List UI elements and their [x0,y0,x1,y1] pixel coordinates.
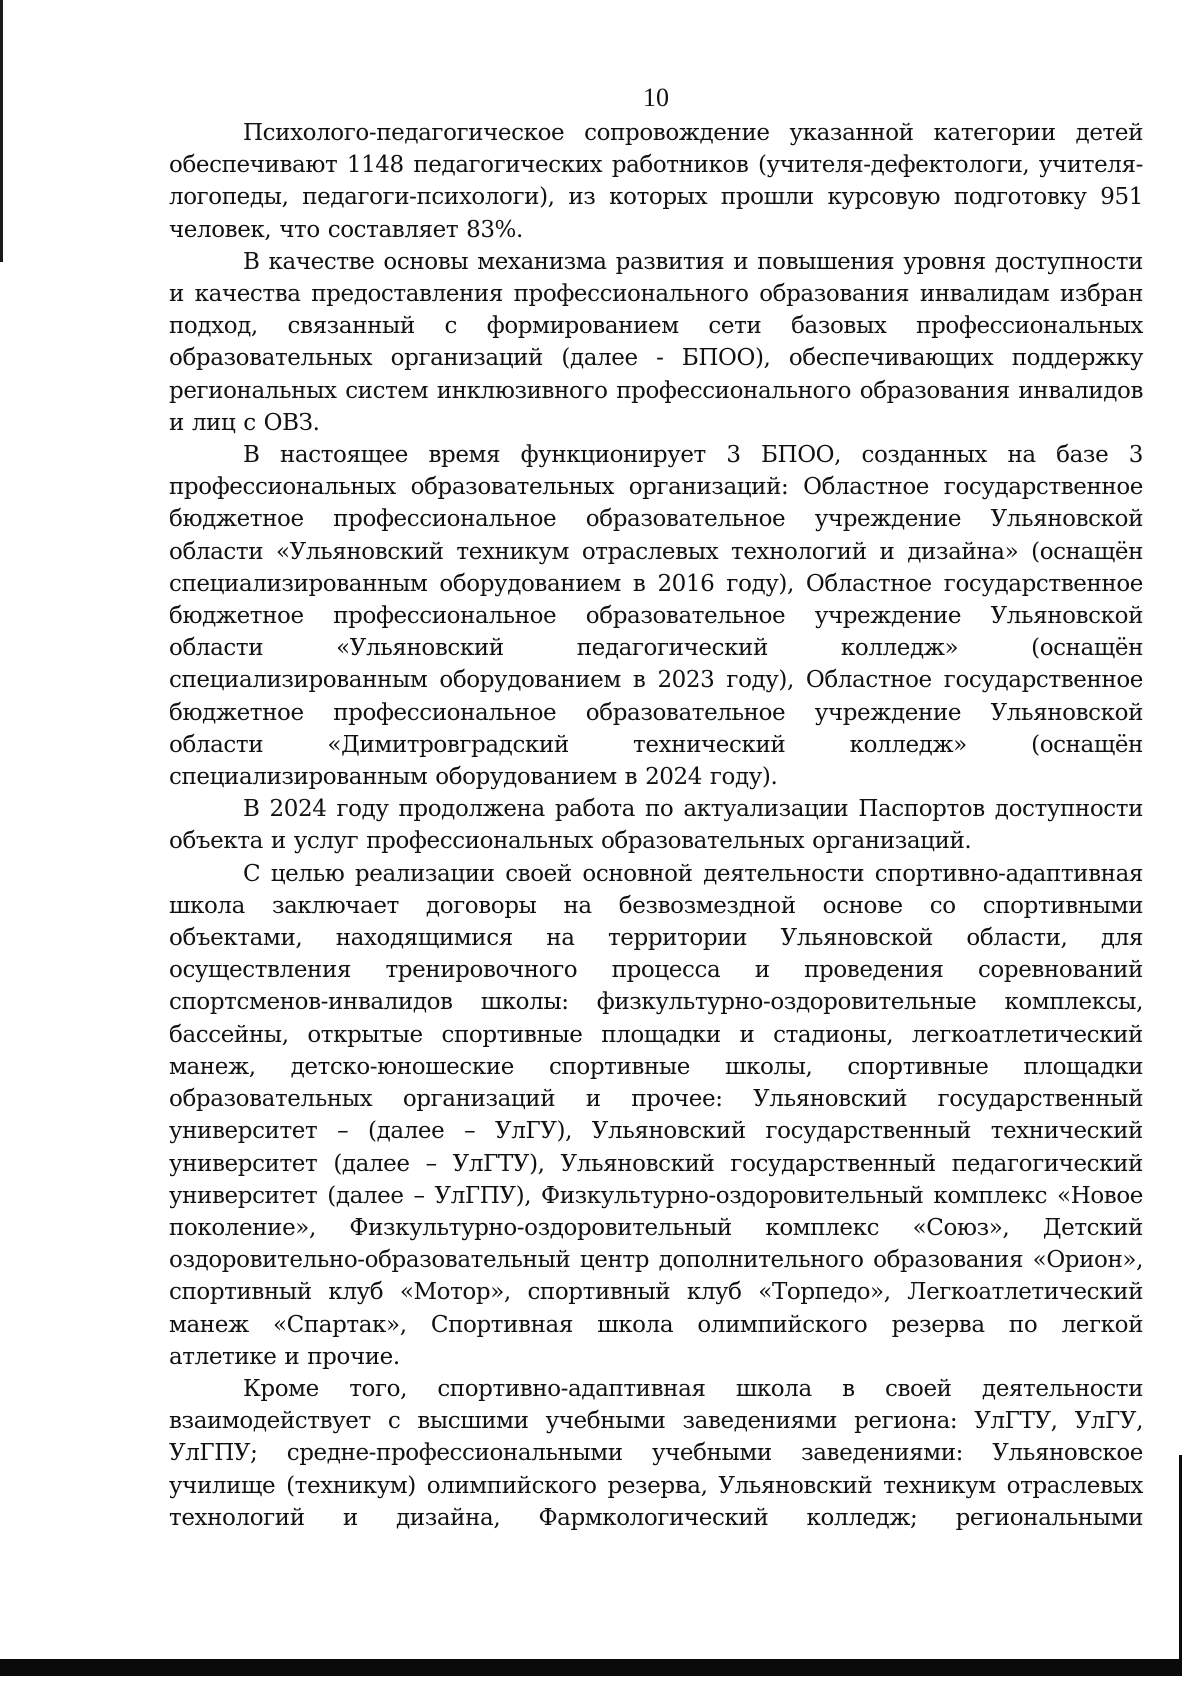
paragraph-bpoo-list: В настоящее время функционирует 3 БПОО, созданных на базе 3 профессиональных образовательных организаций: Областное государственное бюджетное профессиональное образовательное учреждение Ульяновской области «Ульяновский техникум отраслевых технологий и дизайна» (оснащён специализированным оборудованием в 2016 году), Областное государственное бюджетное профессиональное образовательное учреждение Ульяновской области «Ульяновский педагогический колледж» (оснащён специализированным оборудованием в 2023 году), Областное государственное бюджетное профессиональное образовательное учреждение Ульяновской области «Димитровградский технический колледж» (оснащён специализированным оборудованием в 2024 году). [169,442,1143,791]
right-border-line [1179,1455,1182,1676]
paragraph-bpoo-approach: В качестве основы механизма развития и повышения уровня доступности и качества предоставления профессионального образования инвалидам избран подход, связанный с формированием сети базовых профессиональных образовательных организаций (далее - БПОО), обеспечивающих поддержку региональных систем инклюзивного профессионального образования инвалидов и лиц с ОВЗ. [169,248,1143,436]
paragraph-education-cooperation: Кроме того, спортивно-адаптивная школа в своей деятельности взаимодействует с высшими учебными заведениями региона: УлГТУ, УлГУ, УлГПУ; средне-профессиональными учебными заведениями: Ульяновское училище (техникум) олимпийского резерва, Ульяновский техникум отраслевых технологий и дизайна, Фармкологический колледж; региональными [169,1375,1143,1531]
page-number: 10 [643,83,669,112]
paragraph-accessibility-passports: В 2024 году продолжена работа по актуализации Паспортов доступности объекта и услуг профессиональных образовательных организаций. [169,796,1143,855]
document-body [169,117,1143,1534]
left-margin-scan-line [0,0,3,262]
paragraph-sports-facilities: С целью реализации своей основной деятельности спортивно-адаптивная школа заключает договоры на безвозмездной основе со спортивными объектами, находящимися на территории Ульяновской области, для осуществления тренировочного процесса и проведения соревнований спортсменов-инвалидов школы: физкультурно-оздоровительные комплексы, бассейны, открытые спортивные площадки и стадионы, легкоатлетический манеж, детско-юношеские спортивные школы, спортивные площадки образовательных организаций и прочее: Ульяновский государственный университет – (далее – УлГУ), Ульяновский государственный технический университет (далее – УлГТУ), Ульяновский государственный педагогический университет (далее – УлГПУ), Физкультурно-оздоровительный комплекс «Новое поколение», Физкультурно-оздоровительный комплекс «Союз», Детский оздоровительно-образовательный центр дополнительного образования «Орион», спортивный клуб «Мотор», спортивный клуб «Торпедо», Легкоатлетический манеж «Спартак», Спортивная школа олимпийского резерва по легкой атлетике и прочие. [169,860,1143,1370]
paragraph-psychological-support: Психолого-педагогическое сопровождение указанной категории детей обеспечивают 1148 педагогических работников (учителя-дефектологи, учителя-логопеды, педагоги-психологи), из которых прошли курсовую подготовку 951 человек, что составляет 83%. [169,120,1143,243]
bottom-scan-bar [0,1659,1182,1676]
